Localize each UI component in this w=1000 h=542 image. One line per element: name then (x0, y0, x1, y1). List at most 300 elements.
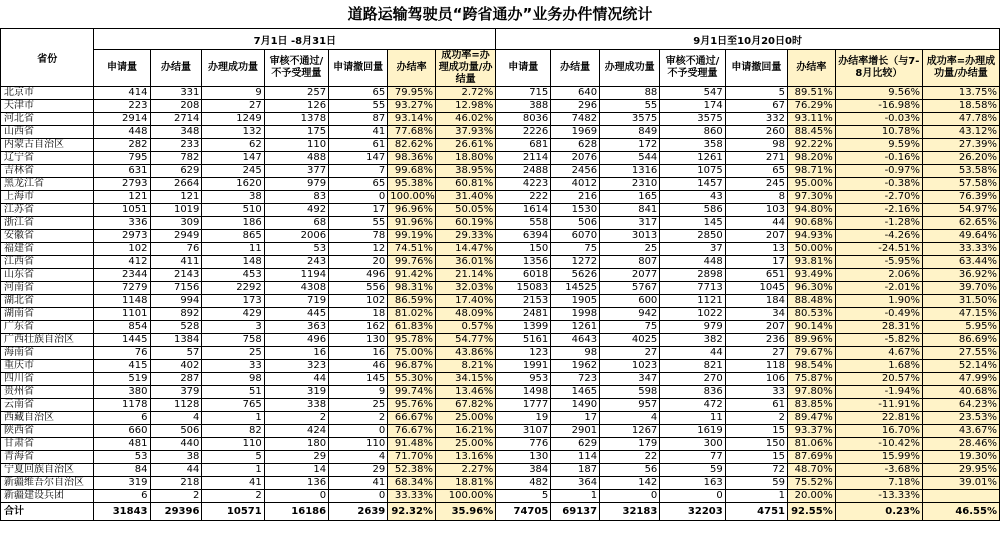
table-cell: 331 (150, 87, 202, 100)
table-cell: 15.99% (835, 451, 922, 464)
table-cell: 98.20% (788, 152, 836, 165)
table-cell: 13.16% (436, 451, 496, 464)
table-cell: 83.85% (788, 399, 836, 412)
table-cell: 118 (725, 360, 787, 373)
table-cell: 1075 (660, 165, 725, 178)
table-cell: 1023 (600, 360, 660, 373)
table-cell: 89.47% (788, 412, 836, 425)
table-cell: 81.02% (388, 308, 436, 321)
table-cell: 145 (329, 373, 388, 386)
table-cell: 106 (725, 373, 787, 386)
table-cell: 27.55% (922, 347, 999, 360)
table-cell: 558 (496, 217, 551, 230)
table-cell: -10.42% (835, 438, 922, 451)
column-header: 办结率 (788, 50, 836, 87)
table-cell: 332 (725, 113, 787, 126)
column-header: 成功率=办理成功量/办结量 (922, 50, 999, 87)
table-cell: 1194 (264, 269, 328, 282)
table-cell: 46 (329, 360, 388, 373)
table-cell: 22.81% (835, 412, 922, 425)
table-row (1, 230, 1000, 243)
table-cell: 2973 (94, 230, 150, 243)
table-cell: 93.14% (388, 113, 436, 126)
table-cell: -4.26% (835, 230, 922, 243)
table-cell: 2850 (660, 230, 725, 243)
province-cell: 广西壮族自治区 (1, 334, 94, 347)
table-cell: 89.96% (788, 334, 836, 347)
table-cell: 4012 (551, 178, 600, 191)
table-cell: 48.09% (436, 308, 496, 321)
table-cell: 2 (329, 412, 388, 425)
table-cell: 71.70% (388, 451, 436, 464)
table-cell: 99.74% (388, 386, 436, 399)
table-cell: 481 (94, 438, 150, 451)
table-cell: 95.38% (388, 178, 436, 191)
table-cell: 52.14% (922, 360, 999, 373)
table-cell: 506 (551, 217, 600, 230)
province-cell: 北京市 (1, 87, 94, 100)
table-cell: 1445 (94, 334, 150, 347)
table-cell: 3575 (600, 113, 660, 126)
table-cell: 46.02% (436, 113, 496, 126)
table-cell: 2 (150, 490, 202, 503)
table-cell: 28.31% (835, 321, 922, 334)
table-cell: 78 (329, 230, 388, 243)
table-cell: 2292 (202, 282, 264, 295)
table-cell: 715 (496, 87, 551, 100)
column-header: 审核不通过/不予受理量 (660, 50, 725, 87)
table-cell: 347 (600, 373, 660, 386)
table-cell: 76 (94, 347, 150, 360)
table-cell: 1 (202, 464, 264, 477)
table-cell: 323 (264, 360, 328, 373)
table-cell: 4643 (551, 334, 600, 347)
table-cell: 2.06% (835, 269, 922, 282)
table-cell: 76.39% (922, 191, 999, 204)
table-cell: 88 (600, 87, 660, 100)
table-cell: 60.19% (436, 217, 496, 230)
table-cell: 1490 (551, 399, 600, 412)
table-cell: 126 (264, 100, 328, 113)
table-row (1, 425, 1000, 438)
table-cell: 49.64% (922, 230, 999, 243)
table-cell: 14 (264, 464, 328, 477)
table-cell: 5.95% (922, 321, 999, 334)
province-cell: 天津市 (1, 100, 94, 113)
period2-header: 9月1日至10月20日0时 (496, 29, 1000, 50)
table-cell: 34 (725, 308, 787, 321)
table-cell: -2.16% (835, 204, 922, 217)
table-cell: 175 (264, 126, 328, 139)
table-cell: 110 (264, 139, 328, 152)
table-cell: 87.69% (788, 451, 836, 464)
province-cell: 云南省 (1, 399, 94, 412)
table-cell: 208 (150, 100, 202, 113)
table-cell: 243 (264, 256, 328, 269)
province-cell: 上海市 (1, 191, 94, 204)
province-cell: 河北省 (1, 113, 94, 126)
table-cell: 163 (660, 477, 725, 490)
table-cell: 32.03% (436, 282, 496, 295)
table-cell: 15 (725, 425, 787, 438)
table-cell: 92.55% (788, 503, 836, 521)
table-cell: 271 (725, 152, 787, 165)
table-cell: 424 (264, 425, 328, 438)
table-cell: 174 (660, 100, 725, 113)
table-cell: 61.83% (388, 321, 436, 334)
table-row (1, 282, 1000, 295)
table-cell: 82 (202, 425, 264, 438)
table-cell: -2.01% (835, 282, 922, 295)
province-cell: 甘肃省 (1, 438, 94, 451)
table-cell: 414 (94, 87, 150, 100)
table-cell: 2006 (264, 230, 328, 243)
table-cell: 5 (496, 490, 551, 503)
table-cell: 223 (94, 100, 150, 113)
table-cell: 90.68% (788, 217, 836, 230)
table-cell: 7 (329, 165, 388, 178)
table-row (1, 113, 1000, 126)
province-cell: 辽宁省 (1, 152, 94, 165)
table-cell: 11 (660, 412, 725, 425)
table-cell: 6394 (496, 230, 551, 243)
table-cell: 53 (264, 243, 328, 256)
table-cell: 1.90% (835, 295, 922, 308)
table-cell: 440 (150, 438, 202, 451)
table-cell: 758 (202, 334, 264, 347)
table-cell: 1620 (202, 178, 264, 191)
table-cell: 36.01% (436, 256, 496, 269)
table-cell: 93.27% (388, 100, 436, 113)
table-cell: 40.68% (922, 386, 999, 399)
table-cell: 2914 (94, 113, 150, 126)
province-cell: 江西省 (1, 256, 94, 269)
table-cell: 18.58% (922, 100, 999, 113)
table-cell: 651 (725, 269, 787, 282)
table-cell: 257 (264, 87, 328, 100)
table-cell: 123 (496, 347, 551, 360)
table-cell: 33.33% (922, 243, 999, 256)
table-cell: 260 (725, 126, 787, 139)
table-cell: 94.93% (788, 230, 836, 243)
table-cell: 38 (202, 191, 264, 204)
table-cell: 379 (150, 386, 202, 399)
table-row (1, 373, 1000, 386)
table-cell: 41 (329, 126, 388, 139)
table-cell: 51 (202, 386, 264, 399)
table-cell: 2456 (551, 165, 600, 178)
column-header: 办理成功量 (202, 50, 264, 87)
table-cell: 2901 (551, 425, 600, 438)
table-cell: 46.55% (922, 503, 999, 521)
table-cell: 1 (551, 490, 600, 503)
table-cell: 364 (551, 477, 600, 490)
table-cell: 8036 (496, 113, 551, 126)
table-cell: 75 (600, 321, 660, 334)
table-cell: 377 (264, 165, 328, 178)
table-cell: 528 (150, 321, 202, 334)
table-cell: 39.01% (922, 477, 999, 490)
table-cell: 19.30% (922, 451, 999, 464)
table-cell: 25 (329, 399, 388, 412)
column-header: 申请撤回量 (725, 50, 787, 87)
table-cell: 179 (600, 438, 660, 451)
table-row (1, 165, 1000, 178)
table-row (1, 100, 1000, 113)
table-cell: 74705 (496, 503, 551, 521)
table-cell: 84 (94, 464, 150, 477)
province-cell: 湖北省 (1, 295, 94, 308)
table-cell: 496 (264, 334, 328, 347)
table-cell: 39.70% (922, 282, 999, 295)
table-cell: 12.98% (436, 100, 496, 113)
table-cell: 28.46% (922, 438, 999, 451)
table-cell: 1 (202, 412, 264, 425)
table-cell: 482 (496, 477, 551, 490)
table-cell: 100.00% (388, 191, 436, 204)
table-cell: 172 (600, 139, 660, 152)
table-cell: -16.98% (835, 100, 922, 113)
table-cell: 62 (202, 139, 264, 152)
table-cell: 994 (150, 295, 202, 308)
column-header: 审核不通过/不予受理量 (264, 50, 328, 87)
table-cell: 18.80% (436, 152, 496, 165)
table-cell: 41 (202, 477, 264, 490)
table-cell: 519 (94, 373, 150, 386)
province-cell: 湖南省 (1, 308, 94, 321)
table-cell: 52.38% (388, 464, 436, 477)
table-cell: 99.68% (388, 165, 436, 178)
table-cell: 88.45% (788, 126, 836, 139)
province-header: 省份 (1, 29, 94, 87)
table-cell: 957 (600, 399, 660, 412)
table-cell: 854 (94, 321, 150, 334)
table-row (1, 412, 1000, 425)
table-cell: 81.06% (788, 438, 836, 451)
table-cell: 98.36% (388, 152, 436, 165)
table-cell: 1465 (551, 386, 600, 399)
table-cell: 6 (94, 490, 150, 503)
table-cell: 55 (329, 100, 388, 113)
table-cell: 21.14% (436, 269, 496, 282)
table-cell: 32183 (600, 503, 660, 521)
table-cell: 488 (264, 152, 328, 165)
table-cell: 4 (329, 451, 388, 464)
table-cell: 4 (150, 412, 202, 425)
table-cell: 628 (551, 139, 600, 152)
table-cell: 380 (94, 386, 150, 399)
stats-table (0, 28, 1000, 521)
column-header: 申请量 (496, 50, 551, 87)
page-title: 道路运输驾驶员“跨省通办”业务办件情况统计 (347, 5, 653, 23)
table-cell: 98 (202, 373, 264, 386)
table-cell: 2226 (496, 126, 551, 139)
table-cell: 2 (202, 490, 264, 503)
table-cell: 20 (329, 256, 388, 269)
table-cell: 5 (725, 87, 787, 100)
table-cell: 1051 (94, 204, 150, 217)
table-cell: 207 (725, 321, 787, 334)
table-cell: 544 (600, 152, 660, 165)
table-cell: 382 (660, 334, 725, 347)
province-cell: 贵州省 (1, 386, 94, 399)
table-cell: 16.70% (835, 425, 922, 438)
province-cell: 青海省 (1, 451, 94, 464)
table-cell: 29 (329, 464, 388, 477)
table-cell: 41 (329, 477, 388, 490)
table-cell: -0.03% (835, 113, 922, 126)
province-cell: 黑龙江省 (1, 178, 94, 191)
table-cell: 34.15% (436, 373, 496, 386)
table-cell: 1962 (551, 360, 600, 373)
table-cell: 65 (329, 178, 388, 191)
table-cell: 38.95% (436, 165, 496, 178)
table-cell: 57.58% (922, 178, 999, 191)
table-cell: 2949 (150, 230, 202, 243)
table-cell: 216 (551, 191, 600, 204)
table-cell: 43.67% (922, 425, 999, 438)
table-cell: 0 (329, 490, 388, 503)
table-cell: 37 (660, 243, 725, 256)
table-cell: 384 (496, 464, 551, 477)
table-cell: 222 (496, 191, 551, 204)
table-cell: 631 (94, 165, 150, 178)
table-cell: 110 (202, 438, 264, 451)
table-cell: 1998 (551, 308, 600, 321)
table-cell: 86.59% (388, 295, 436, 308)
table-row (1, 386, 1000, 399)
table-cell: -5.82% (835, 334, 922, 347)
table-row (1, 464, 1000, 477)
table-cell: 92.32% (388, 503, 436, 521)
table-cell: 59 (660, 464, 725, 477)
table-cell: -3.68% (835, 464, 922, 477)
table-cell: 2344 (94, 269, 150, 282)
province-cell: 海南省 (1, 347, 94, 360)
table-cell: 110 (329, 438, 388, 451)
table-row (1, 87, 1000, 100)
table-cell: 16 (264, 347, 328, 360)
table-cell: 1498 (496, 386, 551, 399)
table-cell: -0.49% (835, 308, 922, 321)
table-cell: 506 (150, 425, 202, 438)
province-cell: 山西省 (1, 126, 94, 139)
table-cell: 765 (202, 399, 264, 412)
table-cell: 338 (264, 399, 328, 412)
table-cell: 44 (150, 464, 202, 477)
table-row (1, 347, 1000, 360)
table-cell: 99.19% (388, 230, 436, 243)
table-cell: 1178 (94, 399, 150, 412)
table-cell: 4025 (600, 334, 660, 347)
table-cell: 1969 (551, 126, 600, 139)
table-cell: 95.00% (788, 178, 836, 191)
table-cell: 44 (264, 373, 328, 386)
table-cell: 2076 (551, 152, 600, 165)
table-cell: 445 (264, 308, 328, 321)
table-cell: 27 (202, 100, 264, 113)
table-cell: 245 (202, 165, 264, 178)
table-cell: 23.53% (922, 412, 999, 425)
table-cell: 496 (329, 269, 388, 282)
table-cell: 68.34% (388, 477, 436, 490)
table-cell: 412 (94, 256, 150, 269)
table-cell: 65 (329, 87, 388, 100)
table-cell: 17 (725, 256, 787, 269)
table-cell: 363 (264, 321, 328, 334)
table-cell: 53.58% (922, 165, 999, 178)
table-cell: 91.42% (388, 269, 436, 282)
table-cell: -24.51% (835, 243, 922, 256)
table-cell: 26.61% (436, 139, 496, 152)
table-cell: 300 (660, 438, 725, 451)
table-cell: 43.12% (922, 126, 999, 139)
table-cell: 67.82% (436, 399, 496, 412)
table-cell: 2488 (496, 165, 551, 178)
table-cell: 3107 (496, 425, 551, 438)
table-cell: 68 (264, 217, 328, 230)
table-cell: 448 (660, 256, 725, 269)
province-cell: 重庆市 (1, 360, 94, 373)
table-cell: 43.86% (436, 347, 496, 360)
table-cell: 15 (725, 451, 787, 464)
table-cell: 598 (600, 386, 660, 399)
table-cell: 0 (600, 490, 660, 503)
table-cell: 9 (202, 87, 264, 100)
table-cell: 98.31% (388, 282, 436, 295)
table-cell: 136 (264, 477, 328, 490)
table-cell: 98 (725, 139, 787, 152)
table-cell: 1619 (660, 425, 725, 438)
table-cell: 472 (660, 399, 725, 412)
table-cell: 130 (496, 451, 551, 464)
table-cell: 97.30% (788, 191, 836, 204)
table-cell: 1.68% (835, 360, 922, 373)
table-cell: 2.27% (436, 464, 496, 477)
table-cell: 1457 (660, 178, 725, 191)
table-cell: 1249 (202, 113, 264, 126)
column-header: 办理成功量 (600, 50, 660, 87)
table-cell: 12 (329, 243, 388, 256)
table-cell: 29.33% (436, 230, 496, 243)
column-header: 成功率=办理成功量/办结量 (436, 50, 496, 87)
table-cell: 64.23% (922, 399, 999, 412)
table-cell: 287 (150, 373, 202, 386)
table-cell: 1121 (660, 295, 725, 308)
table-cell: 807 (600, 256, 660, 269)
table-row (1, 308, 1000, 321)
table-cell: 388 (496, 100, 551, 113)
table-cell: 1991 (496, 360, 551, 373)
table-cell: 35.96% (436, 503, 496, 521)
table-cell: 4 (600, 412, 660, 425)
table-cell: 795 (94, 152, 150, 165)
table-cell: 54.97% (922, 204, 999, 217)
table-cell: 1316 (600, 165, 660, 178)
table-cell: 20.00% (788, 490, 836, 503)
table-cell: 66.67% (388, 412, 436, 425)
table-cell: 2664 (150, 178, 202, 191)
table-cell: 9 (329, 386, 388, 399)
table-cell: 9.56% (835, 87, 922, 100)
table-cell: 236 (725, 334, 787, 347)
table-cell: 62.65% (922, 217, 999, 230)
table-cell: 50.00% (788, 243, 836, 256)
table-row (1, 438, 1000, 451)
table-cell: 14525 (551, 282, 600, 295)
table-cell: 429 (202, 308, 264, 321)
table-cell: 1384 (150, 334, 202, 347)
